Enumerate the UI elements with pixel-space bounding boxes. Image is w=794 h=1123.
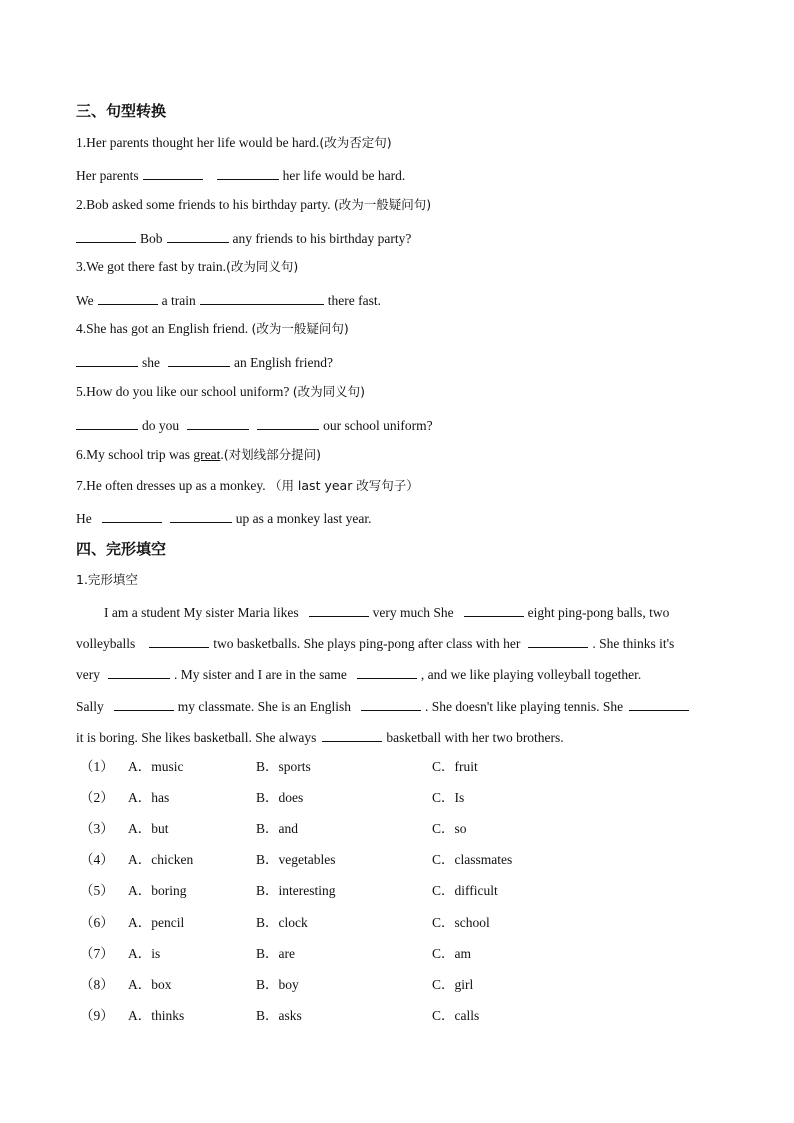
- blank-input[interactable]: [102, 508, 162, 523]
- passage-text: volleyballs: [76, 636, 136, 651]
- option-row: [80, 789, 580, 807]
- passage-text: two basketballs. She plays ping-pong after class with her: [213, 636, 521, 651]
- blank-input[interactable]: [187, 415, 249, 430]
- q1-instruction: (改为否定句): [319, 135, 392, 150]
- option-a[interactable]: A．but: [128, 821, 169, 837]
- passage-text: very much She: [372, 605, 454, 620]
- option-c[interactable]: C．difficult: [432, 883, 498, 899]
- answer-4: [76, 352, 720, 372]
- q3-text: We got there fast by train.: [86, 259, 226, 274]
- a1-prefix: Her parents: [76, 168, 139, 183]
- q4-instruction: (改为一般疑问句): [251, 321, 349, 336]
- passage-line-3: [76, 664, 720, 684]
- question-1: [76, 134, 720, 152]
- a4-suffix: an English friend?: [234, 355, 333, 370]
- question-3: [76, 258, 720, 276]
- option-a[interactable]: A．boring: [128, 883, 187, 899]
- option-b[interactable]: B．clock: [256, 914, 308, 930]
- a4-mid: she: [142, 355, 160, 370]
- option-a[interactable]: A．chicken: [128, 852, 194, 868]
- q6-text-end: .: [220, 447, 224, 462]
- option-row: [80, 914, 580, 932]
- a3-prefix: We: [76, 293, 94, 308]
- option-c[interactable]: C．girl: [432, 976, 474, 992]
- blank-input[interactable]: [361, 696, 421, 711]
- question-5: [76, 383, 720, 401]
- passage-text: I am a student My sister Maria likes: [104, 605, 299, 620]
- blank-input[interactable]: [98, 290, 158, 305]
- option-number: （8）: [80, 976, 114, 992]
- passage-text: Sally: [76, 699, 104, 714]
- blank-input[interactable]: [149, 633, 209, 648]
- passage-text: very: [76, 667, 100, 682]
- blank-input[interactable]: [629, 696, 689, 711]
- option-b[interactable]: B．and: [256, 821, 298, 837]
- blank-input[interactable]: [108, 664, 170, 679]
- option-c[interactable]: C．classmates: [432, 852, 513, 868]
- option-number: （3）: [80, 821, 114, 837]
- option-a[interactable]: A．is: [128, 945, 161, 961]
- a3-mid: a train: [161, 293, 196, 308]
- option-b[interactable]: B．sports: [256, 759, 311, 774]
- passage-line-2: [76, 633, 720, 653]
- passage-text: . She thinks it's: [592, 636, 675, 651]
- a5-suffix: our school uniform?: [323, 418, 433, 433]
- answer-2: [76, 228, 720, 248]
- option-number: （2）: [80, 790, 114, 806]
- q4-text: She has got an English friend.: [86, 321, 252, 336]
- q5-instruction: (改为同义句): [292, 384, 365, 399]
- option-c[interactable]: C．Is: [432, 790, 465, 806]
- q6-underlined-word: great: [193, 447, 221, 462]
- option-row: [80, 945, 580, 963]
- answer-3: [76, 290, 720, 310]
- blank-input[interactable]: [76, 228, 136, 243]
- option-number: （6）: [80, 914, 114, 930]
- blank-input[interactable]: [143, 165, 203, 180]
- option-c[interactable]: C．so: [432, 821, 467, 837]
- passage-line-1: [104, 602, 720, 622]
- passage-line-5: [76, 727, 720, 747]
- q3-number: 3.: [76, 259, 87, 274]
- option-row: [80, 1007, 580, 1025]
- passage-text: basketball with her two brothers.: [386, 730, 564, 745]
- passage-text: . My sister and I are in the same: [174, 667, 347, 682]
- passage-text: eight ping-pong balls, two: [527, 605, 670, 620]
- question-4: [76, 320, 720, 338]
- section-3-title: 三、句型转换: [76, 102, 167, 120]
- question-7: [76, 477, 720, 495]
- a5-mid: do you: [142, 418, 180, 433]
- q6-number: 6.: [76, 447, 87, 462]
- option-b[interactable]: B．boy: [256, 976, 299, 992]
- q7-instruction: （用 last year 改写句子）: [268, 478, 419, 493]
- blank-input[interactable]: [322, 727, 382, 742]
- blank-input[interactable]: [464, 602, 524, 617]
- option-a[interactable]: A．thinks: [128, 1007, 185, 1023]
- option-c[interactable]: C．calls: [432, 1007, 480, 1023]
- option-a[interactable]: A．music: [128, 759, 184, 774]
- option-number: （4）: [80, 852, 114, 868]
- option-c[interactable]: C．fruit: [432, 759, 478, 774]
- blank-input[interactable]: [200, 290, 324, 305]
- option-row: [80, 820, 580, 838]
- a1-suffix: her life would be hard.: [282, 168, 406, 183]
- q2-number: 2.: [76, 197, 87, 212]
- passage-text: it is boring. She likes basketball. She always: [76, 730, 317, 745]
- option-b[interactable]: B．does: [256, 790, 304, 806]
- answer-7: [76, 508, 720, 528]
- q4-number: 4.: [76, 321, 87, 336]
- option-row: [80, 758, 580, 776]
- q6-instruction: (对划线部分提问): [223, 447, 321, 462]
- q1-number: 1.: [76, 135, 87, 150]
- passage-line-4: [76, 696, 720, 716]
- option-c[interactable]: C．am: [432, 945, 471, 961]
- cloze-subtitle-text: 1.完形填空: [76, 572, 138, 587]
- blank-input[interactable]: [76, 415, 138, 430]
- option-b[interactable]: B．asks: [256, 1007, 302, 1023]
- option-number: （7）: [80, 945, 114, 961]
- option-a[interactable]: A．has: [128, 790, 170, 806]
- blank-input[interactable]: [168, 352, 230, 367]
- a2-mid: Bob: [140, 231, 163, 246]
- blank-input[interactable]: [170, 508, 232, 523]
- option-row: [80, 976, 580, 994]
- q5-number: 5.: [76, 384, 87, 399]
- q1-text: Her parents thought her life would be hard.: [86, 135, 320, 150]
- q6-text: My school trip was: [86, 447, 194, 462]
- option-a[interactable]: A．pencil: [128, 914, 185, 930]
- option-b[interactable]: B．interesting: [256, 883, 336, 899]
- blank-input[interactable]: [76, 352, 138, 367]
- blank-input[interactable]: [357, 664, 417, 679]
- question-6: [76, 446, 720, 464]
- q2-text: Bob asked some friends to his birthday party.: [86, 197, 334, 212]
- a3-suffix: there fast.: [327, 293, 381, 308]
- passage-text: , and we like playing volleyball together.: [420, 667, 642, 682]
- answer-5: [76, 415, 720, 435]
- cloze-subtitle: [76, 571, 720, 589]
- q3-instruction: (改为同义句): [226, 259, 299, 274]
- option-a[interactable]: A．box: [128, 976, 172, 992]
- blank-input[interactable]: [167, 228, 229, 243]
- option-row: [80, 851, 580, 869]
- option-number: （5）: [80, 883, 114, 899]
- question-2: [76, 196, 720, 214]
- option-b[interactable]: B．are: [256, 945, 295, 961]
- a7-suffix: up as a monkey last year.: [235, 511, 372, 526]
- blank-input[interactable]: [114, 696, 174, 711]
- option-number: （1）: [80, 759, 114, 774]
- blank-input[interactable]: [257, 415, 319, 430]
- blank-input[interactable]: [217, 165, 279, 180]
- passage-text: . She doesn't like playing tennis. She: [425, 699, 624, 714]
- blank-input[interactable]: [309, 602, 369, 617]
- passage-text: my classmate. She is an English: [177, 699, 351, 714]
- blank-input[interactable]: [528, 633, 588, 648]
- option-number: （9）: [80, 1007, 114, 1023]
- q7-text: He often dresses up as a monkey.: [86, 478, 269, 493]
- option-b[interactable]: B．vegetables: [256, 852, 336, 868]
- q5-text: How do you like our school uniform?: [86, 384, 293, 399]
- option-c[interactable]: C．school: [432, 914, 490, 930]
- q7-number: 7.: [76, 478, 87, 493]
- a7-prefix: He: [76, 511, 92, 526]
- option-row: [80, 882, 580, 900]
- q2-instruction: (改为一般疑问句): [333, 197, 432, 212]
- a2-suffix: any friends to his birthday party?: [232, 231, 412, 246]
- section-4-title: 四、完形填空: [76, 540, 167, 558]
- answer-1: [76, 165, 720, 185]
